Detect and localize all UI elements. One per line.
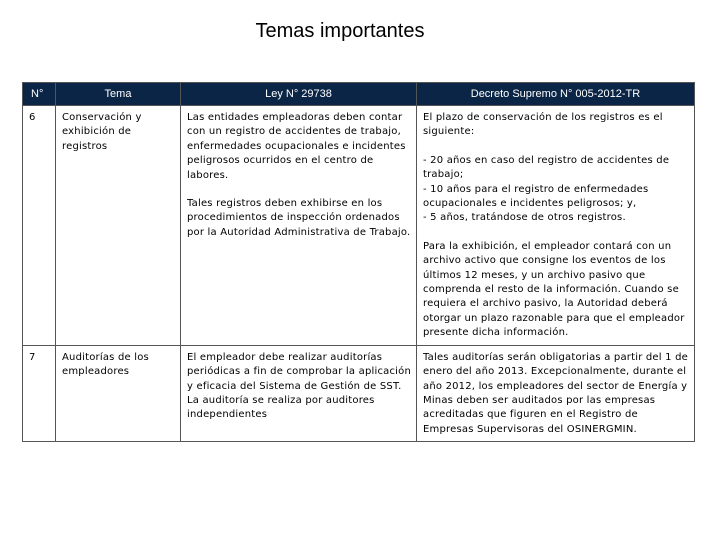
- row-law-text: [181, 345, 417, 441]
- decree-paragraph: El plazo de conservación de los registros es el siguiente:: [423, 112, 663, 138]
- table-row: [23, 106, 695, 346]
- page-title: Temas importantes: [255, 20, 425, 42]
- row-law-text: [181, 106, 417, 346]
- header-topic: Tema: [56, 83, 181, 106]
- header-decree: Decreto Supremo N° 005-2012-TR: [417, 83, 695, 106]
- table-row: [23, 345, 695, 441]
- law-paragraph: Tales registros deben exhibirse en los procedimientos de inspección ordenados por la Autoridad Administrativa de Trabajo.: [187, 198, 411, 238]
- law-paragraph: Las entidades empleadoras deben contar con un registro de accidentes de trabajo, enfermedades ocupacionales e incidentes peligrosos ocurridos en el centro de labores.: [187, 112, 406, 181]
- law-paragraph: El empleador debe realizar auditorías periódicas a fin de comprobar la aplicación y eficacia del Sistema de Gestión de SST. La auditoría se realiza por auditores independientes: [187, 351, 412, 421]
- row-number: 7: [23, 345, 56, 441]
- row-decree-text: [417, 345, 695, 441]
- row-topic: Auditorías de los empleadores: [56, 345, 181, 441]
- topics-table: [22, 82, 695, 442]
- header-law: Ley N° 29738: [181, 83, 417, 106]
- decree-list: - 20 años en caso del registro de accidentes de trabajo; - 10 años para el registro de enfermedades ocupacionales e incidentes peligrosos; y, - 5 años, tratándose de otros registros.: [423, 154, 670, 224]
- decree-paragraph: Para la exhibición, el empleador contará con un archivo activo que consigne los eventos de los últimos 12 meses, y un archivo pasivo que comprenda el resto de la información. Cuando se requiera el archivo pasivo, la Autoridad deberá otorgar un plazo razonable para que el empleador presente dicha información.: [423, 240, 685, 339]
- row-number: 6: [23, 106, 56, 346]
- table-header-row: [23, 83, 695, 106]
- header-number: N°: [23, 83, 56, 106]
- decree-paragraph: Tales auditorías serán obligatorias a partir del 1 de enero del año 2013. Excepcionalmente, durante el año 2012, los empleadores del sector de Energía y Minas deben ser auditados por las empresas acreditadas que figuren en el Registro de Empresas Supervisoras del OSINERGMIN.: [423, 351, 688, 435]
- row-topic: Conservación y exhibición de registros: [56, 106, 181, 346]
- row-decree-text: [417, 106, 695, 346]
